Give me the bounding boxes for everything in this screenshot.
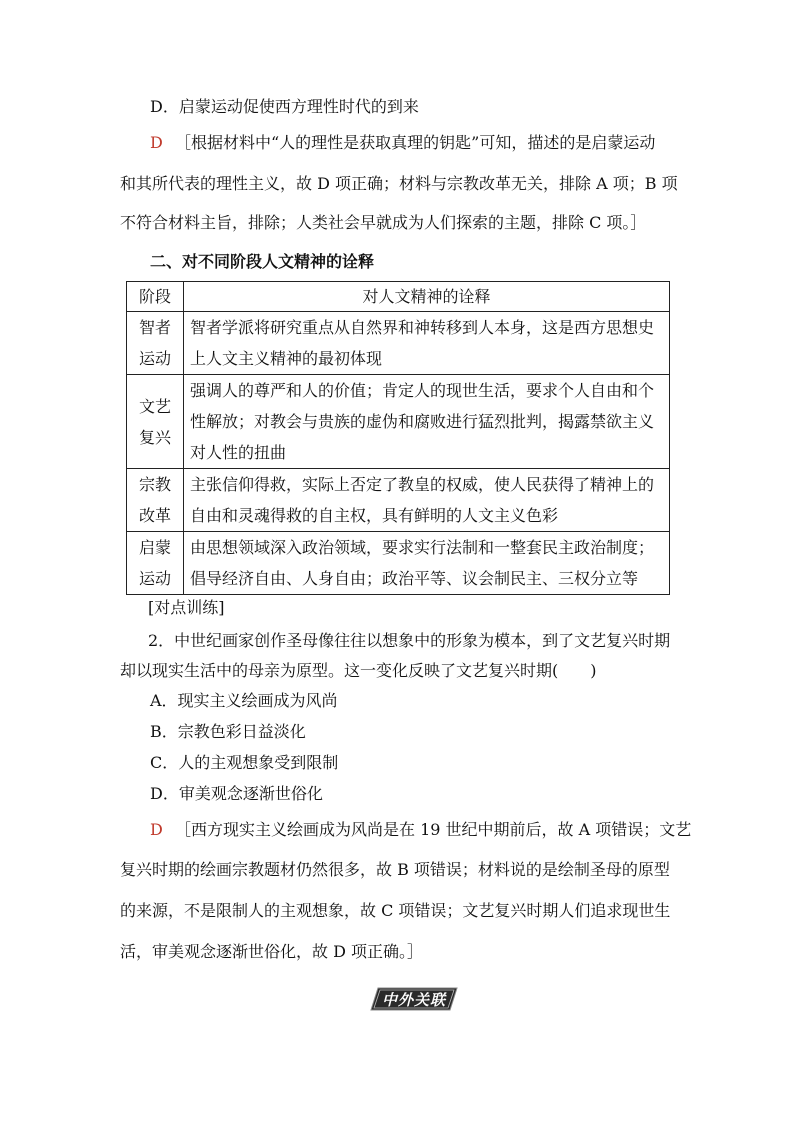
table-row (127, 312, 670, 375)
training-label: [对点训练] (148, 598, 225, 617)
q2-explanation-line: 复兴时期的绘画宗教题材仍然很多，故 B 项错误；材料说的是绘制圣母的原型 (120, 860, 670, 879)
desc-text: 倡导经济自由、人身自由；政治平等、议会制民主、三权分立等 (190, 569, 639, 588)
stage-text: 宗教 (138, 475, 171, 494)
q1-explanation-line: ［根据材料中“人的理性是获取真理的钥匙”可知，描述的是启蒙运动 (175, 133, 656, 152)
stage-text: 复兴 (138, 427, 171, 447)
desc-text: 主张信仰得救，实际上否定了教皇的权威，使人民获得了精神上的 (190, 475, 655, 494)
desc-text: 性解放；对教会与贵族的虚伪和腐败进行猛烈批判，揭露禁欲主义 (190, 412, 655, 431)
desc-text: 强调人的尊严和人的价值；肯定人的现世生活，要求个人自由和个 (190, 381, 655, 400)
badge-label: 中外关联 (381, 990, 446, 1009)
q2-stem-line: 2．中世纪画家创作圣母像往往以想象中的形象为模本，到了文艺复兴时期 (148, 631, 671, 650)
stage-text: 智者 (138, 318, 171, 337)
stage-text: 文艺 (138, 396, 171, 416)
table-header-row (127, 282, 670, 312)
q2-stem-line: 却以现实生活中的母亲为原型。这一变化反映了文艺复兴时期( ) (120, 661, 597, 680)
interpretation-table (126, 281, 670, 595)
stage-text: 改革 (138, 506, 171, 525)
stage-text: 启蒙 (138, 538, 171, 557)
table-cell-desc (184, 312, 670, 375)
table-row (127, 469, 670, 532)
desc-text: 由思想领域深入政治领域，要求实行法制和一整套民主政治制度； (190, 538, 655, 557)
section-title: 二、对不同阶段人文精神的诠释 (150, 252, 375, 271)
table-row (127, 532, 670, 595)
desc-text: 上人文主义精神的最初体现 (190, 349, 383, 368)
stage-text: 运动 (138, 569, 171, 588)
q2-option-b: B．宗教色彩日益淡化 (150, 722, 306, 741)
table-cell-stage (127, 375, 184, 469)
q1-explanation-line: 和其所代表的理性主义，故 D 项正确；材料与宗教改革无关，排除 A 项；B 项 (120, 174, 678, 193)
q2-explanation-line: 活，审美观念逐渐世俗化，故 D 项正确。］ (120, 942, 424, 961)
q1-explanation-line: 不符合材料主旨，排除；人类社会早就成为人们探索的主题，排除 C 项。］ (120, 213, 647, 232)
table-cell-stage (127, 312, 184, 375)
stage-text: 运动 (138, 349, 171, 368)
table-cell-desc (184, 375, 670, 469)
q1-answer-letter: D (150, 133, 163, 152)
table-cell-desc (184, 469, 670, 532)
q2-explanation-line: ［西方现实主义绘画成为风尚是在 19 世纪中期前后，故 A 项错误；文艺 (175, 820, 692, 839)
table-row (127, 375, 670, 469)
table-cell-desc (184, 532, 670, 595)
q2-option-d: D．审美观念逐渐世俗化 (150, 784, 323, 803)
section-badge (370, 987, 458, 1011)
q2-option-a: A．现实主义绘画成为风尚 (150, 691, 338, 710)
table-cell-stage (127, 469, 184, 532)
desc-text: 自由和灵魂得救的自主权，具有鲜明的人文主义色彩 (190, 506, 559, 525)
desc-text: 智者学派将研究重点从自然界和神转移到人本身，这是西方思想史 (190, 318, 655, 337)
q1-option-d: D．启蒙运动促使西方理性时代的到来 (150, 97, 419, 116)
q2-explanation-line: 的来源，不是限制人的主观想象，故 C 项错误；文艺复兴时期人们追求现世生 (120, 901, 671, 920)
table-header-desc: 对人文精神的诠释 (184, 282, 670, 312)
desc-text: 对人性的扭曲 (190, 443, 287, 462)
table-header-stage: 阶段 (127, 282, 184, 312)
table-cell-stage (127, 532, 184, 595)
q2-option-c: C．人的主观想象受到限制 (150, 753, 339, 772)
q2-answer-letter: D (150, 820, 163, 839)
